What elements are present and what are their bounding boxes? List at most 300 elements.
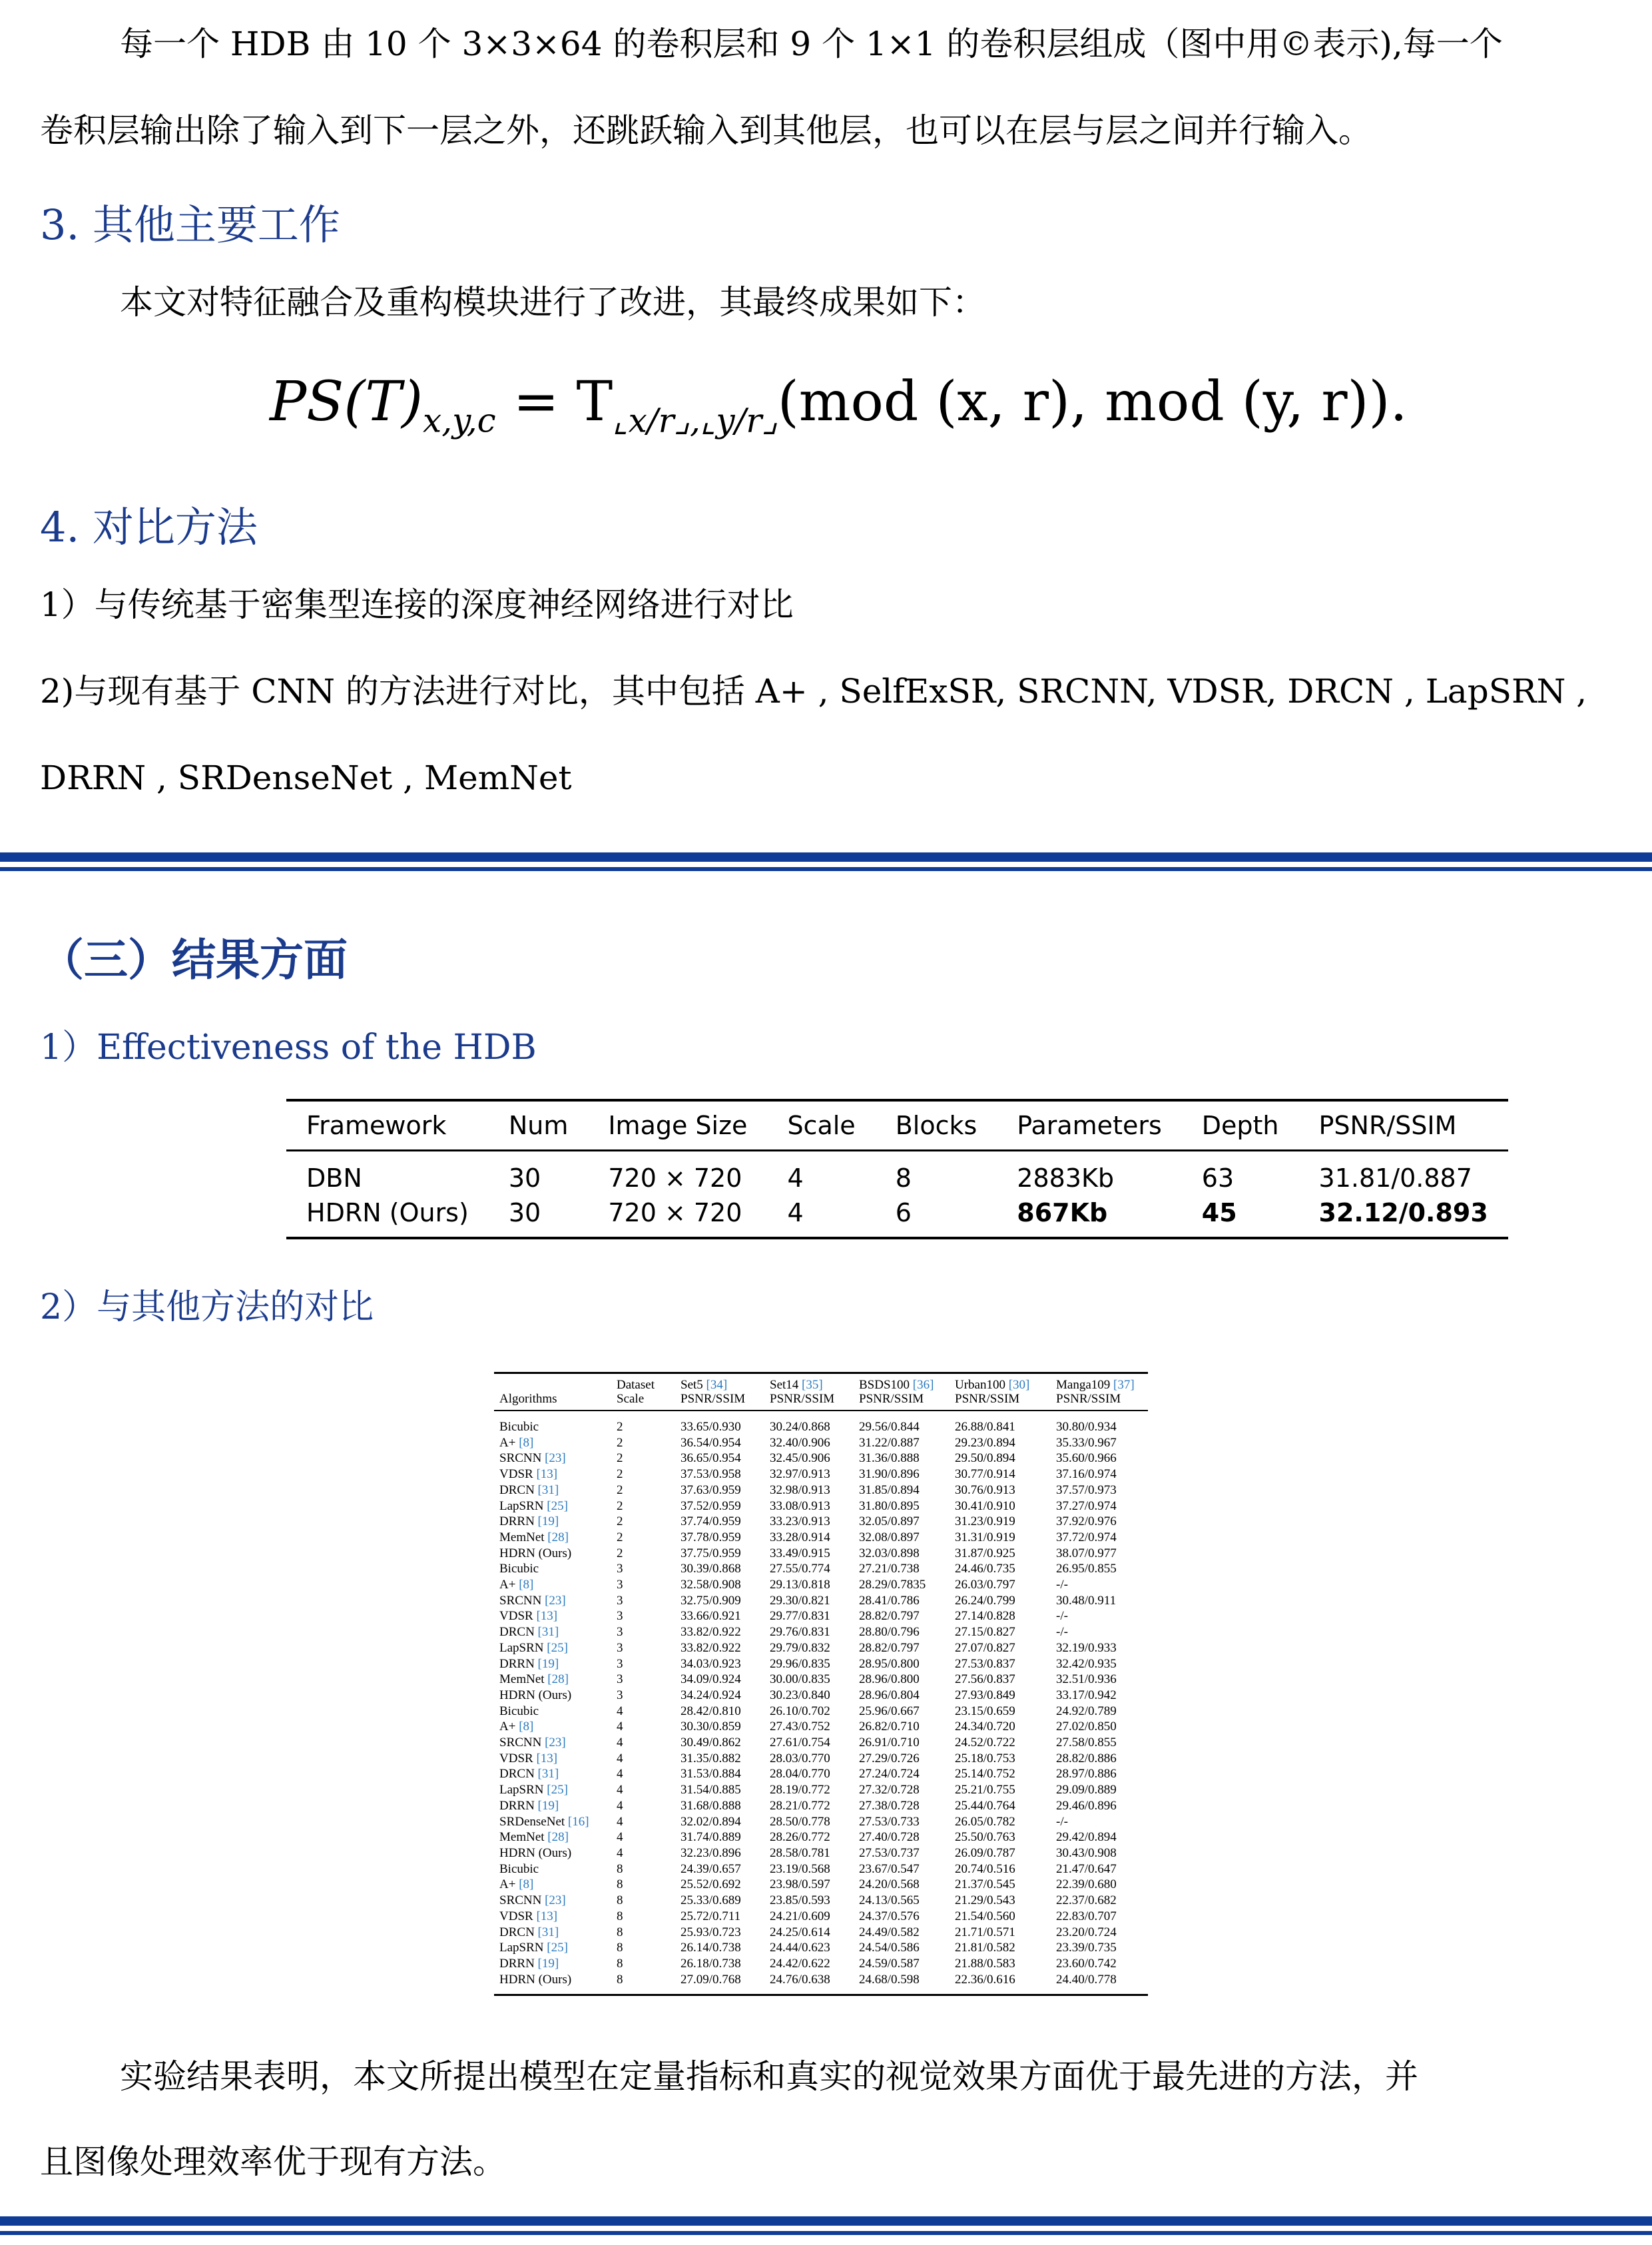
table-cell: 23.20/0.724	[1056, 1925, 1117, 1939]
table-cell: 30.49/0.862	[681, 1736, 741, 1750]
algorithm-cell	[494, 1640, 611, 1656]
table-cell: 28.82/0.797	[859, 1609, 920, 1624]
table-cell: 37.74/0.959	[681, 1514, 741, 1529]
table-cell: 30	[489, 1195, 589, 1238]
algorithm-cell	[494, 1688, 611, 1704]
table-cell: 37.75/0.959	[681, 1546, 741, 1560]
table-cell: 28.41/0.786	[859, 1593, 920, 1608]
table-cell: 26.03/0.797	[955, 1578, 1015, 1592]
algorithm-ref: [28]	[547, 1830, 569, 1845]
table-cell: 26.18/0.738	[681, 1956, 741, 1971]
algorithm-ref: [19]	[537, 1956, 559, 1971]
algorithm-name: HDRN (Ours)	[499, 1546, 572, 1560]
table-cell: 4	[617, 1720, 623, 1734]
algorithm-ref: [23]	[545, 1593, 566, 1608]
table-row	[494, 1656, 1148, 1672]
table-cell: 3	[617, 1609, 623, 1624]
table-row	[286, 1151, 1508, 1196]
table-cell: 4	[617, 1751, 623, 1765]
table-cell: 28.80/0.796	[859, 1625, 920, 1640]
table-cell: 2	[617, 1467, 623, 1482]
algorithm-cell	[494, 1704, 611, 1720]
table-cell: 27.15/0.827	[955, 1625, 1015, 1640]
table-row	[494, 1530, 1148, 1546]
t2-header-bsds100-ref: [36]	[912, 1378, 934, 1392]
algorithm-ref: [28]	[547, 1672, 569, 1687]
algorithm-cell	[494, 1735, 611, 1751]
algorithm-ref: [16]	[567, 1814, 589, 1829]
table-cell: 37.78/0.959	[681, 1530, 741, 1544]
table-cell: 28.26/0.772	[770, 1830, 830, 1845]
table-cell: 24.20/0.568	[859, 1877, 920, 1892]
t2-header-set5	[675, 1373, 764, 1411]
algorithm-name: HDRN (Ours)	[499, 1845, 572, 1860]
algorithm-ref: [8]	[519, 1720, 534, 1734]
table-cell: 32.42/0.935	[1056, 1656, 1117, 1671]
table-cell: 30.77/0.914	[955, 1467, 1015, 1482]
t2-header-scale: Scale	[617, 1392, 645, 1406]
algorithm-ref: [23]	[545, 1736, 566, 1750]
section-3-text: 本文对特征融合及重构模块进行了改进，其最终成果如下：	[120, 283, 985, 322]
table-cell: 45	[1182, 1195, 1299, 1238]
table-row	[494, 1466, 1148, 1482]
table-cell: 2883Kb	[1017, 1163, 1115, 1193]
table-cell: 30.41/0.910	[955, 1498, 1015, 1513]
table-row	[494, 1972, 1148, 1995]
formula-lhs-subscript: x,y,c	[423, 401, 496, 440]
table-cell: 3	[617, 1640, 623, 1655]
table-row	[286, 1195, 1508, 1238]
table-cell: 8	[617, 1956, 623, 1971]
table-cell: 30.76/0.913	[955, 1482, 1015, 1497]
table-cell: 32.19/0.933	[1056, 1640, 1117, 1655]
t2-header-manga109-ref: [37]	[1113, 1378, 1135, 1392]
algorithm-name: SRCNN	[499, 1893, 542, 1908]
table-cell: 28.58/0.781	[770, 1845, 830, 1860]
table-row	[494, 1608, 1148, 1624]
results-heading: （三）结果方面	[40, 934, 348, 986]
table-cell: 24.13/0.565	[859, 1893, 920, 1908]
table-row	[494, 1514, 1148, 1530]
algorithm-ref: [13]	[536, 1467, 558, 1482]
t2-header-urban100-name: Urban100	[955, 1378, 1005, 1392]
table-cell: 27.29/0.726	[859, 1751, 920, 1765]
algorithm-name: HDRN (Ours)	[499, 1972, 572, 1987]
table-cell: 32.97/0.913	[770, 1467, 830, 1482]
table-cell: 31.35/0.882	[681, 1751, 741, 1765]
algorithm-cell	[494, 1672, 611, 1688]
table-cell: 29.30/0.821	[770, 1593, 830, 1608]
table-cell: 37.72/0.974	[1056, 1530, 1117, 1544]
table-cell: 24.68/0.598	[854, 1972, 950, 1995]
table-cell: 35.60/0.966	[1056, 1451, 1117, 1466]
algorithm-name: SRCNN	[499, 1451, 542, 1466]
table-cell: 27.43/0.752	[770, 1720, 830, 1734]
divider-thick	[0, 852, 1652, 862]
table-cell: 28.42/0.810	[681, 1704, 741, 1718]
table-cell: 3	[617, 1593, 623, 1608]
t2-header-metric: PSNR/SSIM	[681, 1392, 746, 1406]
algorithm-name: DRRN	[499, 1798, 535, 1813]
table-cell: 24.46/0.735	[955, 1562, 1015, 1576]
algorithm-ref: [31]	[537, 1925, 559, 1939]
table-cell: 27.14/0.828	[955, 1609, 1015, 1624]
algorithm-name: A+	[499, 1578, 516, 1592]
table-cell: 23.15/0.659	[955, 1704, 1015, 1718]
algorithm-ref: [19]	[537, 1514, 559, 1529]
table-row	[494, 1925, 1148, 1941]
algorithm-cell	[494, 1751, 611, 1767]
table-row	[494, 1640, 1148, 1656]
algorithm-name: VDSR	[499, 1909, 533, 1923]
table-row	[494, 1829, 1148, 1845]
table-cell: 20.74/0.516	[955, 1861, 1015, 1876]
table-cell: 27.21/0.738	[859, 1562, 920, 1576]
table-cell: 33.82/0.922	[681, 1625, 741, 1640]
table-cell: 25.52/0.692	[681, 1877, 741, 1892]
results-sub-1: 1）Effectiveness of the HDB	[40, 1028, 537, 1068]
table-cell: 28.50/0.778	[770, 1814, 830, 1829]
table-cell: 31.54/0.885	[681, 1783, 741, 1797]
conclusion-line-1: 实验结果表明，本文所提出模型在定量指标和真实的视觉效果方面优于最先进的方法，并	[120, 2057, 1418, 2096]
table-cell: 33.17/0.942	[1056, 1688, 1117, 1702]
table-row	[494, 1940, 1148, 1956]
table-cell: 29.96/0.835	[770, 1656, 830, 1671]
table-cell: 2	[617, 1498, 623, 1513]
algorithm-name: MemNet	[499, 1530, 545, 1544]
t2-header-manga109-name: Manga109	[1056, 1378, 1111, 1392]
table-cell: 2	[617, 1514, 623, 1529]
algorithm-name: LapSRN	[499, 1941, 544, 1955]
t2-header-metric: PSNR/SSIM	[1056, 1392, 1121, 1406]
t2-header-metric: PSNR/SSIM	[770, 1392, 835, 1406]
table-cell: 2	[617, 1530, 623, 1544]
table-cell: 27.58/0.855	[1056, 1736, 1117, 1750]
table-cell: 36.65/0.954	[681, 1451, 741, 1466]
table-cell: 30.00/0.835	[770, 1672, 830, 1687]
table-cell: 3	[617, 1578, 623, 1592]
table-cell: 30	[508, 1163, 541, 1193]
table-cell: 23.19/0.568	[770, 1861, 830, 1876]
table-cell: 2	[617, 1435, 623, 1450]
table-cell: 28.82/0.797	[859, 1640, 920, 1655]
table-cell: 32.45/0.906	[770, 1451, 830, 1466]
table-cell: 29.46/0.896	[1056, 1798, 1117, 1813]
table-cell: 29.23/0.894	[955, 1435, 1015, 1450]
table-cell: 4	[617, 1830, 623, 1845]
table-cell: 25.93/0.723	[681, 1925, 741, 1939]
table-cell: 24.21/0.609	[770, 1909, 830, 1923]
algorithm-cell	[494, 1482, 611, 1498]
table-cell: 24.49/0.582	[859, 1925, 920, 1939]
table-cell: 29.56/0.844	[859, 1420, 920, 1434]
table-row	[494, 1719, 1148, 1735]
table-cell: 4	[617, 1845, 623, 1860]
algorithm-cell	[494, 1925, 611, 1941]
table-cell: 30.24/0.868	[770, 1420, 830, 1434]
table-cell: 8	[895, 1163, 912, 1193]
algorithm-ref: [8]	[519, 1877, 534, 1892]
t2-header-dataset-scale	[611, 1373, 675, 1411]
table-cell: 2	[617, 1420, 623, 1434]
table-row	[494, 1909, 1148, 1925]
divider-thin	[0, 867, 1652, 871]
table-cell: 32.98/0.913	[770, 1482, 830, 1497]
table-cell: 31.53/0.884	[681, 1767, 741, 1781]
algorithm-cell	[494, 1608, 611, 1624]
table-cell: 32.75/0.909	[681, 1593, 741, 1608]
table-cell: 26.05/0.782	[955, 1814, 1015, 1829]
table-cell: 33.82/0.922	[681, 1640, 741, 1655]
table-cell: 24.40/0.778	[1051, 1972, 1148, 1995]
table-row	[494, 1561, 1148, 1577]
t2-header-set5-ref: [34]	[706, 1378, 728, 1392]
algorithm-cell	[494, 1877, 611, 1893]
table-cell: 22.83/0.707	[1056, 1909, 1117, 1923]
table-cell: 31.22/0.887	[859, 1435, 920, 1450]
table-cell: 27.24/0.724	[859, 1767, 920, 1781]
table-cell: 8	[617, 1877, 623, 1892]
table-cell: 24.92/0.789	[1056, 1704, 1117, 1718]
table-cell: 29.13/0.818	[770, 1578, 830, 1592]
algorithm-name: A+	[499, 1720, 516, 1734]
algorithm-cell	[494, 1829, 611, 1845]
conclusion-line-2: 且图像处理效率优于现有方法。	[40, 2142, 506, 2181]
algorithm-name: DRCN	[499, 1625, 535, 1640]
table-cell: 4	[787, 1163, 804, 1193]
table-cell: 31.87/0.925	[955, 1546, 1015, 1560]
table-cell: 38.07/0.977	[1056, 1546, 1117, 1560]
table-row	[494, 1861, 1148, 1877]
table-cell: 3	[617, 1562, 623, 1576]
algorithm-ref: [25]	[547, 1941, 568, 1955]
algorithm-ref: [31]	[537, 1482, 559, 1497]
algorithm-name: A+	[499, 1877, 516, 1892]
algorithm-cell	[494, 1956, 611, 1972]
table-cell: 4	[767, 1195, 875, 1238]
table-cell: 720 × 720	[588, 1195, 767, 1238]
algorithm-cell	[494, 1909, 611, 1925]
table-cell: 30.48/0.911	[1056, 1593, 1117, 1608]
t1-header-parameters: Parameters	[997, 1100, 1182, 1151]
algorithm-name: DRCN	[499, 1767, 535, 1781]
table-row	[494, 1593, 1148, 1609]
table-cell: 24.37/0.576	[859, 1909, 920, 1923]
algorithm-cell	[494, 1577, 611, 1593]
table-cell: 25.33/0.689	[681, 1893, 741, 1908]
algorithm-cell	[494, 1893, 611, 1909]
table-cell: 30.30/0.859	[681, 1720, 741, 1734]
algorithm-name: Bicubic	[499, 1704, 539, 1718]
formula-rhs-subscript: ⌞x/r⌟,⌞y/r⌟	[613, 401, 778, 440]
t1-header-framework: Framework	[286, 1100, 489, 1151]
table-cell: 25.18/0.753	[955, 1751, 1015, 1765]
method-comparison-table	[494, 1372, 1148, 1996]
table-cell: 27.53/0.837	[955, 1656, 1015, 1671]
table-cell: 37.63/0.959	[681, 1482, 741, 1497]
t2-header-urban100	[950, 1373, 1051, 1411]
table-row	[494, 1411, 1148, 1435]
algorithm-name: VDSR	[499, 1467, 533, 1482]
algorithm-name: HDRN (Ours)	[499, 1688, 572, 1702]
table-cell: 23.39/0.735	[1056, 1941, 1117, 1955]
table-cell: 26.10/0.702	[770, 1704, 830, 1718]
table-row	[494, 1956, 1148, 1972]
algorithm-cell	[494, 1656, 611, 1672]
table-cell: 37.27/0.974	[1056, 1498, 1117, 1513]
compare-item-2-line-1: 2)与现有基于 CNN 的方法进行对比，其中包括 A+ , SelfExSR, SRCNN, VDSR, DRCN , LapSRN ,	[40, 672, 1587, 711]
table-cell: 21.71/0.571	[955, 1925, 1015, 1939]
table-row	[494, 1735, 1148, 1751]
table-cell: 32.58/0.908	[681, 1578, 741, 1592]
table-cell: 24.25/0.614	[770, 1925, 830, 1939]
algorithm-cell	[494, 1845, 611, 1861]
table-cell: 25.50/0.763	[955, 1830, 1015, 1845]
table-cell: 26.88/0.841	[955, 1420, 1015, 1434]
table-cell: 23.98/0.597	[770, 1877, 830, 1892]
algorithm-cell	[494, 1814, 611, 1830]
table-cell: 25.21/0.755	[955, 1783, 1015, 1797]
table-cell: 34.09/0.924	[681, 1672, 741, 1687]
table-cell: 28.21/0.772	[770, 1798, 830, 1813]
table-cell: 33.08/0.913	[770, 1498, 830, 1513]
table-cell: 25.96/0.667	[859, 1704, 920, 1718]
table-cell: 8	[617, 1861, 623, 1876]
table-cell: 27.07/0.827	[955, 1640, 1015, 1655]
table-row	[494, 1782, 1148, 1798]
t1-header-depth: Depth	[1182, 1100, 1299, 1151]
table-cell: 27.09/0.768	[675, 1972, 764, 1995]
algorithm-ref: [23]	[545, 1893, 566, 1908]
table-cell: 24.52/0.722	[955, 1736, 1015, 1750]
t2-header-set14-name: Set14	[770, 1378, 799, 1392]
table-cell: 37.53/0.958	[681, 1467, 741, 1482]
table-cell: 25.14/0.752	[955, 1767, 1015, 1781]
algorithm-name: DRCN	[499, 1925, 535, 1939]
table-cell: 25.44/0.764	[955, 1798, 1015, 1813]
t2-header-metric: PSNR/SSIM	[859, 1392, 924, 1406]
t2-header-bsds100	[854, 1373, 950, 1411]
algorithm-ref: [13]	[536, 1909, 558, 1923]
table-cell: 31.85/0.894	[859, 1482, 920, 1497]
table-cell: 37.52/0.959	[681, 1498, 741, 1513]
table-cell: 24.42/0.622	[770, 1956, 830, 1971]
table-cell: 26.24/0.799	[955, 1593, 1015, 1608]
table-cell: 4	[617, 1783, 623, 1797]
table-cell: 31.36/0.888	[859, 1451, 920, 1466]
table-cell: 31.23/0.919	[955, 1514, 1015, 1529]
table-row	[494, 1814, 1148, 1830]
algorithm-name: DRCN	[499, 1482, 535, 1497]
table-cell: 21.54/0.560	[955, 1909, 1015, 1923]
table-cell: 33.65/0.930	[681, 1420, 741, 1434]
formula-rhs: (mod (x, r), mod (y, r)).	[777, 370, 1408, 434]
t2-body	[494, 1411, 1148, 1995]
algorithm-name: DRRN	[499, 1514, 535, 1529]
table-cell: 29.77/0.831	[770, 1609, 830, 1624]
table-cell: 27.02/0.850	[1056, 1720, 1117, 1734]
table-cell: 31.81/0.887	[1318, 1163, 1472, 1193]
algorithm-cell	[494, 1514, 611, 1530]
algorithm-name: MemNet	[499, 1672, 545, 1687]
table-cell: 28.97/0.886	[1056, 1767, 1117, 1781]
intro-line-2: 卷积层输出除了输入到下一层之外，还跳跃输入到其他层，也可以在层与层之间并行输入。	[40, 111, 1372, 150]
algorithm-cell	[494, 1466, 611, 1482]
section-4-heading: 4. 对比方法	[40, 503, 258, 551]
table-cell: -/-	[1056, 1609, 1068, 1624]
table-cell: 37.92/0.976	[1056, 1514, 1117, 1529]
algorithm-cell	[494, 1593, 611, 1609]
table-row	[494, 1482, 1148, 1498]
table-cell: 27.38/0.728	[859, 1798, 920, 1813]
t2-header-set14-ref: [35]	[802, 1378, 823, 1392]
table-cell: 32.05/0.897	[859, 1514, 920, 1529]
algorithm-name: DRRN	[499, 1956, 535, 1971]
table-cell: 24.34/0.720	[955, 1720, 1015, 1734]
t2-header-bsds100-name: BSDS100	[859, 1378, 910, 1392]
algorithm-name: LapSRN	[499, 1783, 544, 1797]
table-row	[494, 1435, 1148, 1451]
results-sub-2: 2）与其他方法的对比	[40, 1287, 374, 1327]
algorithm-name: SRCNN	[499, 1593, 542, 1608]
algorithm-name: MemNet	[499, 1830, 545, 1845]
algorithm-ref: [25]	[547, 1498, 568, 1513]
algorithm-cell	[494, 1972, 611, 1995]
table-cell: 34.24/0.924	[681, 1688, 741, 1702]
table-cell: 31.74/0.889	[681, 1830, 741, 1845]
table-cell: -/-	[1056, 1625, 1068, 1640]
algorithm-cell	[494, 1940, 611, 1956]
table-cell: 32.12/0.893	[1299, 1195, 1508, 1238]
algorithm-ref: [31]	[537, 1625, 559, 1640]
table-cell: 3	[617, 1672, 623, 1687]
table-cell: 22.39/0.680	[1056, 1877, 1117, 1892]
table-cell: 26.91/0.710	[859, 1736, 920, 1750]
table-cell: 33.49/0.915	[770, 1546, 830, 1560]
algorithm-name: SRDenseNet	[499, 1814, 565, 1829]
algorithm-cell	[494, 1530, 611, 1546]
table-cell: 63	[1201, 1163, 1235, 1193]
table-cell: 32.23/0.896	[681, 1845, 741, 1860]
algorithm-name: Bicubic	[499, 1420, 539, 1434]
table-cell: 35.33/0.967	[1056, 1435, 1117, 1450]
table-cell: 32.03/0.898	[859, 1546, 920, 1560]
table-cell: 25.72/0.711	[681, 1909, 741, 1923]
table-cell: 28.96/0.800	[859, 1672, 920, 1687]
table-cell: 32.02/0.894	[681, 1814, 741, 1829]
table-cell: 27.93/0.849	[955, 1688, 1015, 1702]
table-cell: 27.32/0.728	[859, 1783, 920, 1797]
table-cell: 2	[617, 1451, 623, 1466]
table-cell: 24.54/0.586	[859, 1941, 920, 1955]
t2-header-algorithms: Algorithms	[494, 1373, 611, 1411]
table-cell: HDRN (Ours)	[286, 1195, 489, 1238]
algorithm-cell	[494, 1561, 611, 1577]
algorithm-cell	[494, 1861, 611, 1877]
algorithm-ref: [25]	[547, 1783, 568, 1797]
formula-lhs: PS(T)	[270, 370, 423, 434]
table-cell: 26.09/0.787	[955, 1845, 1015, 1860]
table-row	[494, 1751, 1148, 1767]
table-cell: 22.36/0.616	[950, 1972, 1051, 1995]
algorithm-ref: [19]	[537, 1798, 559, 1813]
t1-header-num: Num	[489, 1100, 589, 1151]
table-cell: 27.61/0.754	[770, 1736, 830, 1750]
table-cell: 21.29/0.543	[955, 1893, 1015, 1908]
table-cell: 6	[876, 1195, 997, 1238]
compare-item-2-line-2: DRRN , SRDenseNet , MemNet	[40, 759, 572, 797]
table-cell: 29.42/0.894	[1056, 1830, 1117, 1845]
